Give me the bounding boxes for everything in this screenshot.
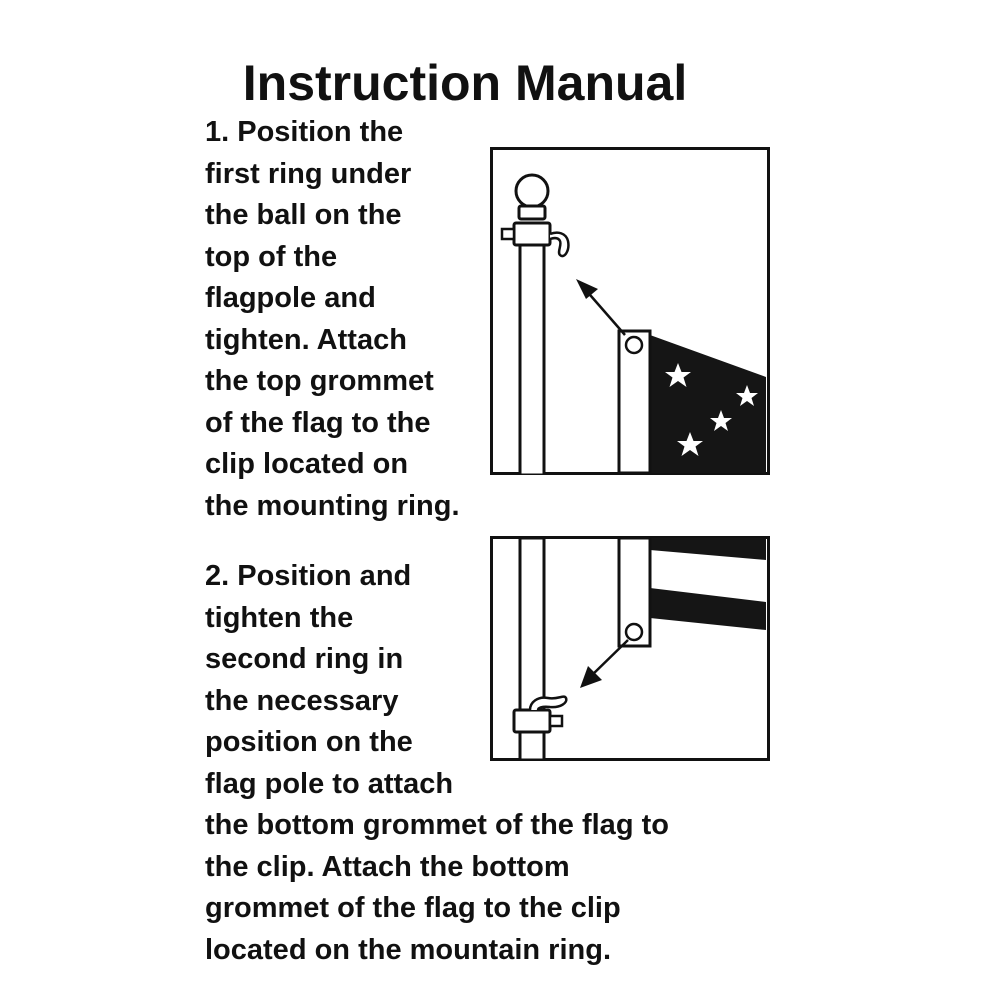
step-1-illustration bbox=[490, 147, 770, 475]
step-2-line: second ring in bbox=[205, 643, 404, 675]
step-2-line: grommet of the flag to the clip bbox=[205, 892, 621, 924]
page-title: Instruction Manual bbox=[242, 55, 688, 111]
step-1-line: clip located on bbox=[205, 448, 409, 480]
step-1-text bbox=[205, 112, 460, 527]
step-1-line: the mounting ring. bbox=[205, 489, 460, 522]
ball-collar bbox=[519, 206, 545, 219]
step-1-line: tighten. Attach bbox=[205, 323, 407, 356]
step-1-line: top of the bbox=[205, 240, 338, 273]
pole-ball bbox=[516, 175, 548, 207]
mounting-ring bbox=[514, 223, 550, 245]
step-2-line: tighten the bbox=[205, 601, 354, 634]
step-1-line: the ball on the bbox=[205, 199, 402, 231]
step-2-line: 2. Position and bbox=[205, 560, 412, 592]
flagpole bbox=[520, 243, 544, 475]
step-2-line: position on the bbox=[205, 726, 413, 758]
step-2-line: the necessary bbox=[205, 684, 399, 717]
top-grommet bbox=[626, 337, 642, 353]
step-2-line: flag pole to attach bbox=[205, 767, 454, 800]
step-2-line: the clip. Attach the bottom bbox=[205, 850, 570, 883]
step-1-line: the top grommet bbox=[205, 365, 434, 397]
step-2-line: the bottom grommet of the flag to bbox=[205, 809, 669, 841]
step-1-line: of the flag to the bbox=[205, 406, 431, 439]
step-1-line: flagpole and bbox=[205, 282, 376, 314]
step-1-line: first ring under bbox=[205, 157, 412, 190]
step-2-line: located on the mountain ring. bbox=[205, 933, 611, 966]
step-1-line: 1. Position the bbox=[205, 116, 404, 148]
ring-thumbscrew bbox=[502, 229, 514, 239]
step-2-text bbox=[205, 556, 669, 971]
